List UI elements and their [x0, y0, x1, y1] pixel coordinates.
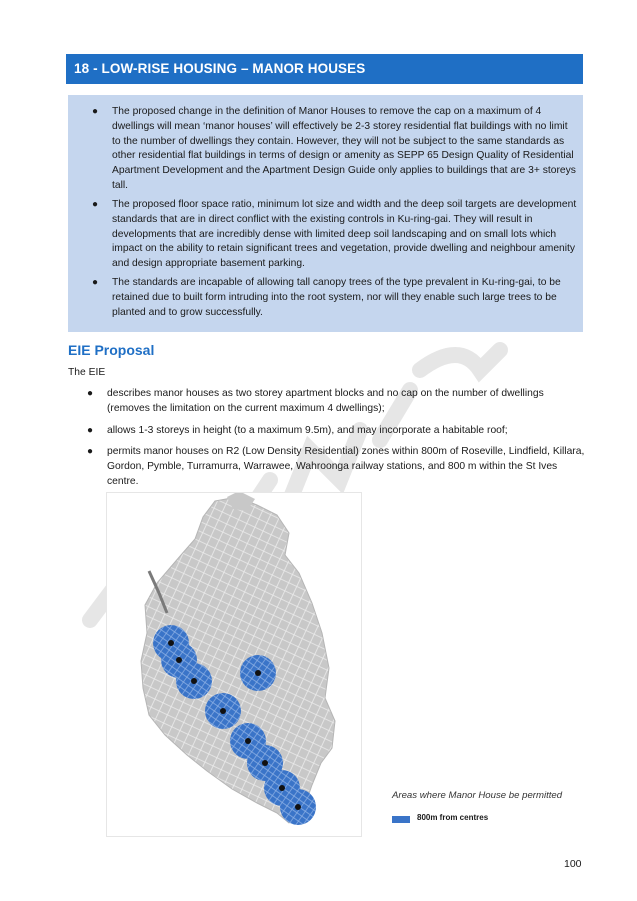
station-marker [220, 708, 226, 714]
map-graphic [107, 493, 361, 836]
eie-proposal-heading: EIE Proposal [68, 342, 155, 358]
station-marker [168, 640, 174, 646]
proposal-item [87, 387, 585, 417]
proposal-text: describes manor houses as two storey apartment blocks and no cap on the number of dwellings (removes the limitation on the current maximum 4 dwellings); [107, 388, 544, 414]
page-number: 100 [564, 858, 582, 870]
station-marker [262, 760, 268, 766]
legend-label: 800m from centres [417, 813, 489, 822]
station-marker [295, 804, 301, 810]
section-heading-bar [66, 54, 583, 84]
bullet-icon: ● [87, 446, 94, 457]
bullet-icon: ● [92, 199, 99, 210]
station-marker [176, 657, 182, 663]
bullet-icon: ● [87, 425, 94, 436]
bullet-icon: ● [92, 277, 99, 288]
issue-item [92, 105, 577, 194]
bullet-icon: ● [87, 388, 94, 399]
proposal-item [87, 445, 585, 489]
station-marker [279, 785, 285, 791]
proposal-item [87, 424, 585, 439]
issue-item [92, 276, 577, 320]
issue-item [92, 198, 577, 272]
bullet-icon: ● [92, 106, 99, 117]
map-caption: Areas where Manor House be permitted [392, 790, 563, 801]
proposal-text: permits manor houses on R2 (Low Density Residential) zones within 800m of Roseville, Lindfield, Killara, Gordon, Pymble, Turramurra, Warrawee, Wahroonga railway stations, and 800 m within the St Ives centre. [107, 446, 585, 487]
legend-swatch [392, 816, 410, 823]
station-marker [191, 678, 197, 684]
station-marker [245, 738, 251, 744]
section-title: 18 - LOW-RISE HOUSING – MANOR HOUSES [74, 61, 366, 76]
issues-box [68, 95, 583, 332]
issue-text: The standards are incapable of allowing tall canopy trees of the type prevalent in Ku-ring-gai, to be retained due to built form intruding into the root system, nor will they enable such large trees to be planted and to grow successfully. [112, 277, 561, 318]
proposal-text: allows 1-3 storeys in height (to a maximum 9.5m), and may incorporate a habitable roof; [107, 425, 508, 436]
issue-text: The proposed change in the definition of Manor Houses to remove the cap on a maximum of 4 dwellings will mean ‘manor houses’ will effectively be 2-3 storey residential flat buildings with no limit to the number of dwellings they contain. However, they will not be subject to the same standards as other residential flat buildings in terms of design or amenity as SEPP 65 Design Quality of Residential Apartment Development and the Apartment Design Guide only applies to buildings that are 3+ storeys tall. [112, 106, 576, 191]
manor-house-map [106, 492, 362, 837]
issue-text: The proposed floor space ratio, minimum lot size and width and the deep soil targets are development standards that are in direct conflict with the existing controls in Ku-ring-gai. They will result in developments that are incredibly dense with limited deep soil landscaping and on small lots which impact on the ability to retain significant trees and vegetation, provide dwelling and neighbour amenity and design appropriate basement parking. [112, 199, 577, 270]
eie-intro: The EIE [68, 367, 106, 378]
station-marker [255, 670, 261, 676]
